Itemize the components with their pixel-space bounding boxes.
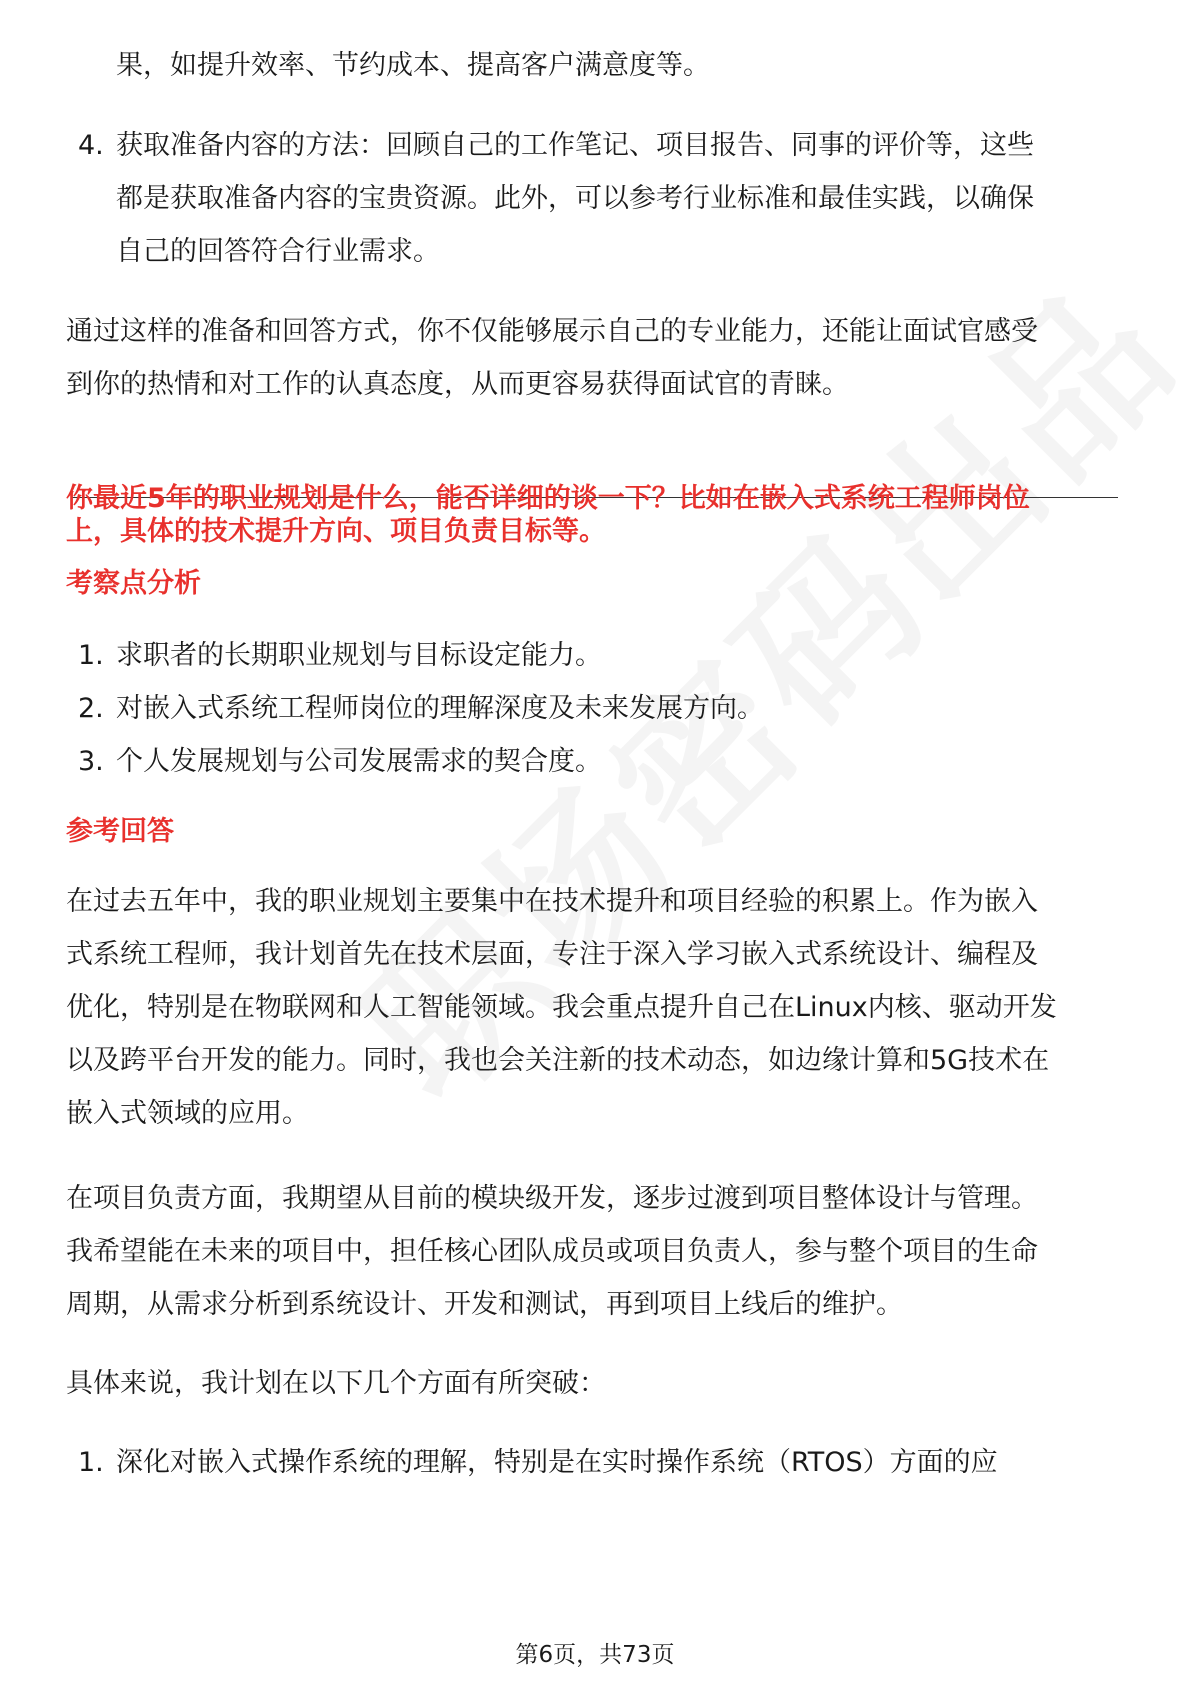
analysis-item: 求职者的长期职业规划与目标设定能力。	[116, 640, 602, 671]
list-item-4-line: 都是获取准备内容的宝贵资源。此外，可以参考行业标准和最佳实践，以确保	[116, 183, 1034, 214]
page-footer: 第6页，共73页	[515, 1642, 675, 1668]
answer-paragraph-line: 具体来说，我计划在以下几个方面有所突破：	[66, 1368, 606, 1399]
answer-paragraph-line: 我希望能在未来的项目中，担任核心团队成员或项目负责人，参与整个项目的生命	[66, 1236, 1038, 1267]
list-number: 1.	[78, 640, 104, 671]
question-title-line: 上，具体的技术提升方向、项目负责目标等。	[66, 516, 606, 547]
summary-paragraph-line: 通过这样的准备和回答方式，你不仅能够展示自己的专业能力，还能让面试官感受	[66, 316, 1038, 347]
answer-paragraph-line: 以及跨平台开发的能力。同时，我也会关注新的技术动态，如边缘计算和5G技术在	[66, 1045, 1050, 1076]
answer-paragraph-line: 在项目负责方面，我期望从目前的模块级开发，逐步过渡到项目整体设计与管理。	[66, 1183, 1038, 1214]
answer-paragraph-line: 嵌入式领域的应用。	[66, 1098, 309, 1129]
list-item-4-line: 获取准备内容的方法：回顾自己的工作笔记、项目报告、同事的评价等，这些	[116, 130, 1034, 161]
answer-paragraph-line: 优化，特别是在物联网和人工智能领域。我会重点提升自己在Linux内核、驱动开发	[66, 992, 1057, 1023]
analysis-heading: 考察点分析	[66, 568, 201, 599]
answer-paragraph-line: 式系统工程师，我计划首先在技术层面，专注于深入学习嵌入式系统设计、编程及	[66, 939, 1038, 970]
answer-paragraph-line: 在过去五年中，我的职业规划主要集中在技术提升和项目经验的积累上。作为嵌入	[66, 886, 1038, 917]
answer-list-item: 深化对嵌入式操作系统的理解，特别是在实时操作系统（RTOS）方面的应	[116, 1447, 998, 1478]
summary-paragraph-line: 到你的热情和对工作的认真态度，从而更容易获得面试官的青睐。	[66, 369, 849, 400]
analysis-item: 对嵌入式系统工程师岗位的理解深度及未来发展方向。	[116, 693, 764, 724]
answer-paragraph-line: 周期，从需求分析到系统设计、开发和测试，再到项目上线后的维护。	[66, 1289, 903, 1320]
list-number: 4.	[78, 130, 104, 161]
list-item-3-continuation: 果，如提升效率、节约成本、提高客户满意度等。	[116, 50, 710, 81]
question-title-line: 你最近5年的职业规划是什么，能否详细的谈一下？比如在嵌入式系统工程师岗位	[66, 483, 1030, 514]
list-item-4-line: 自己的回答符合行业需求。	[116, 236, 440, 267]
answer-heading: 参考回答	[66, 816, 174, 847]
list-number: 3.	[78, 746, 104, 777]
list-number: 1.	[78, 1447, 104, 1478]
list-number: 2.	[78, 693, 104, 724]
analysis-item: 个人发展规划与公司发展需求的契合度。	[116, 746, 602, 777]
